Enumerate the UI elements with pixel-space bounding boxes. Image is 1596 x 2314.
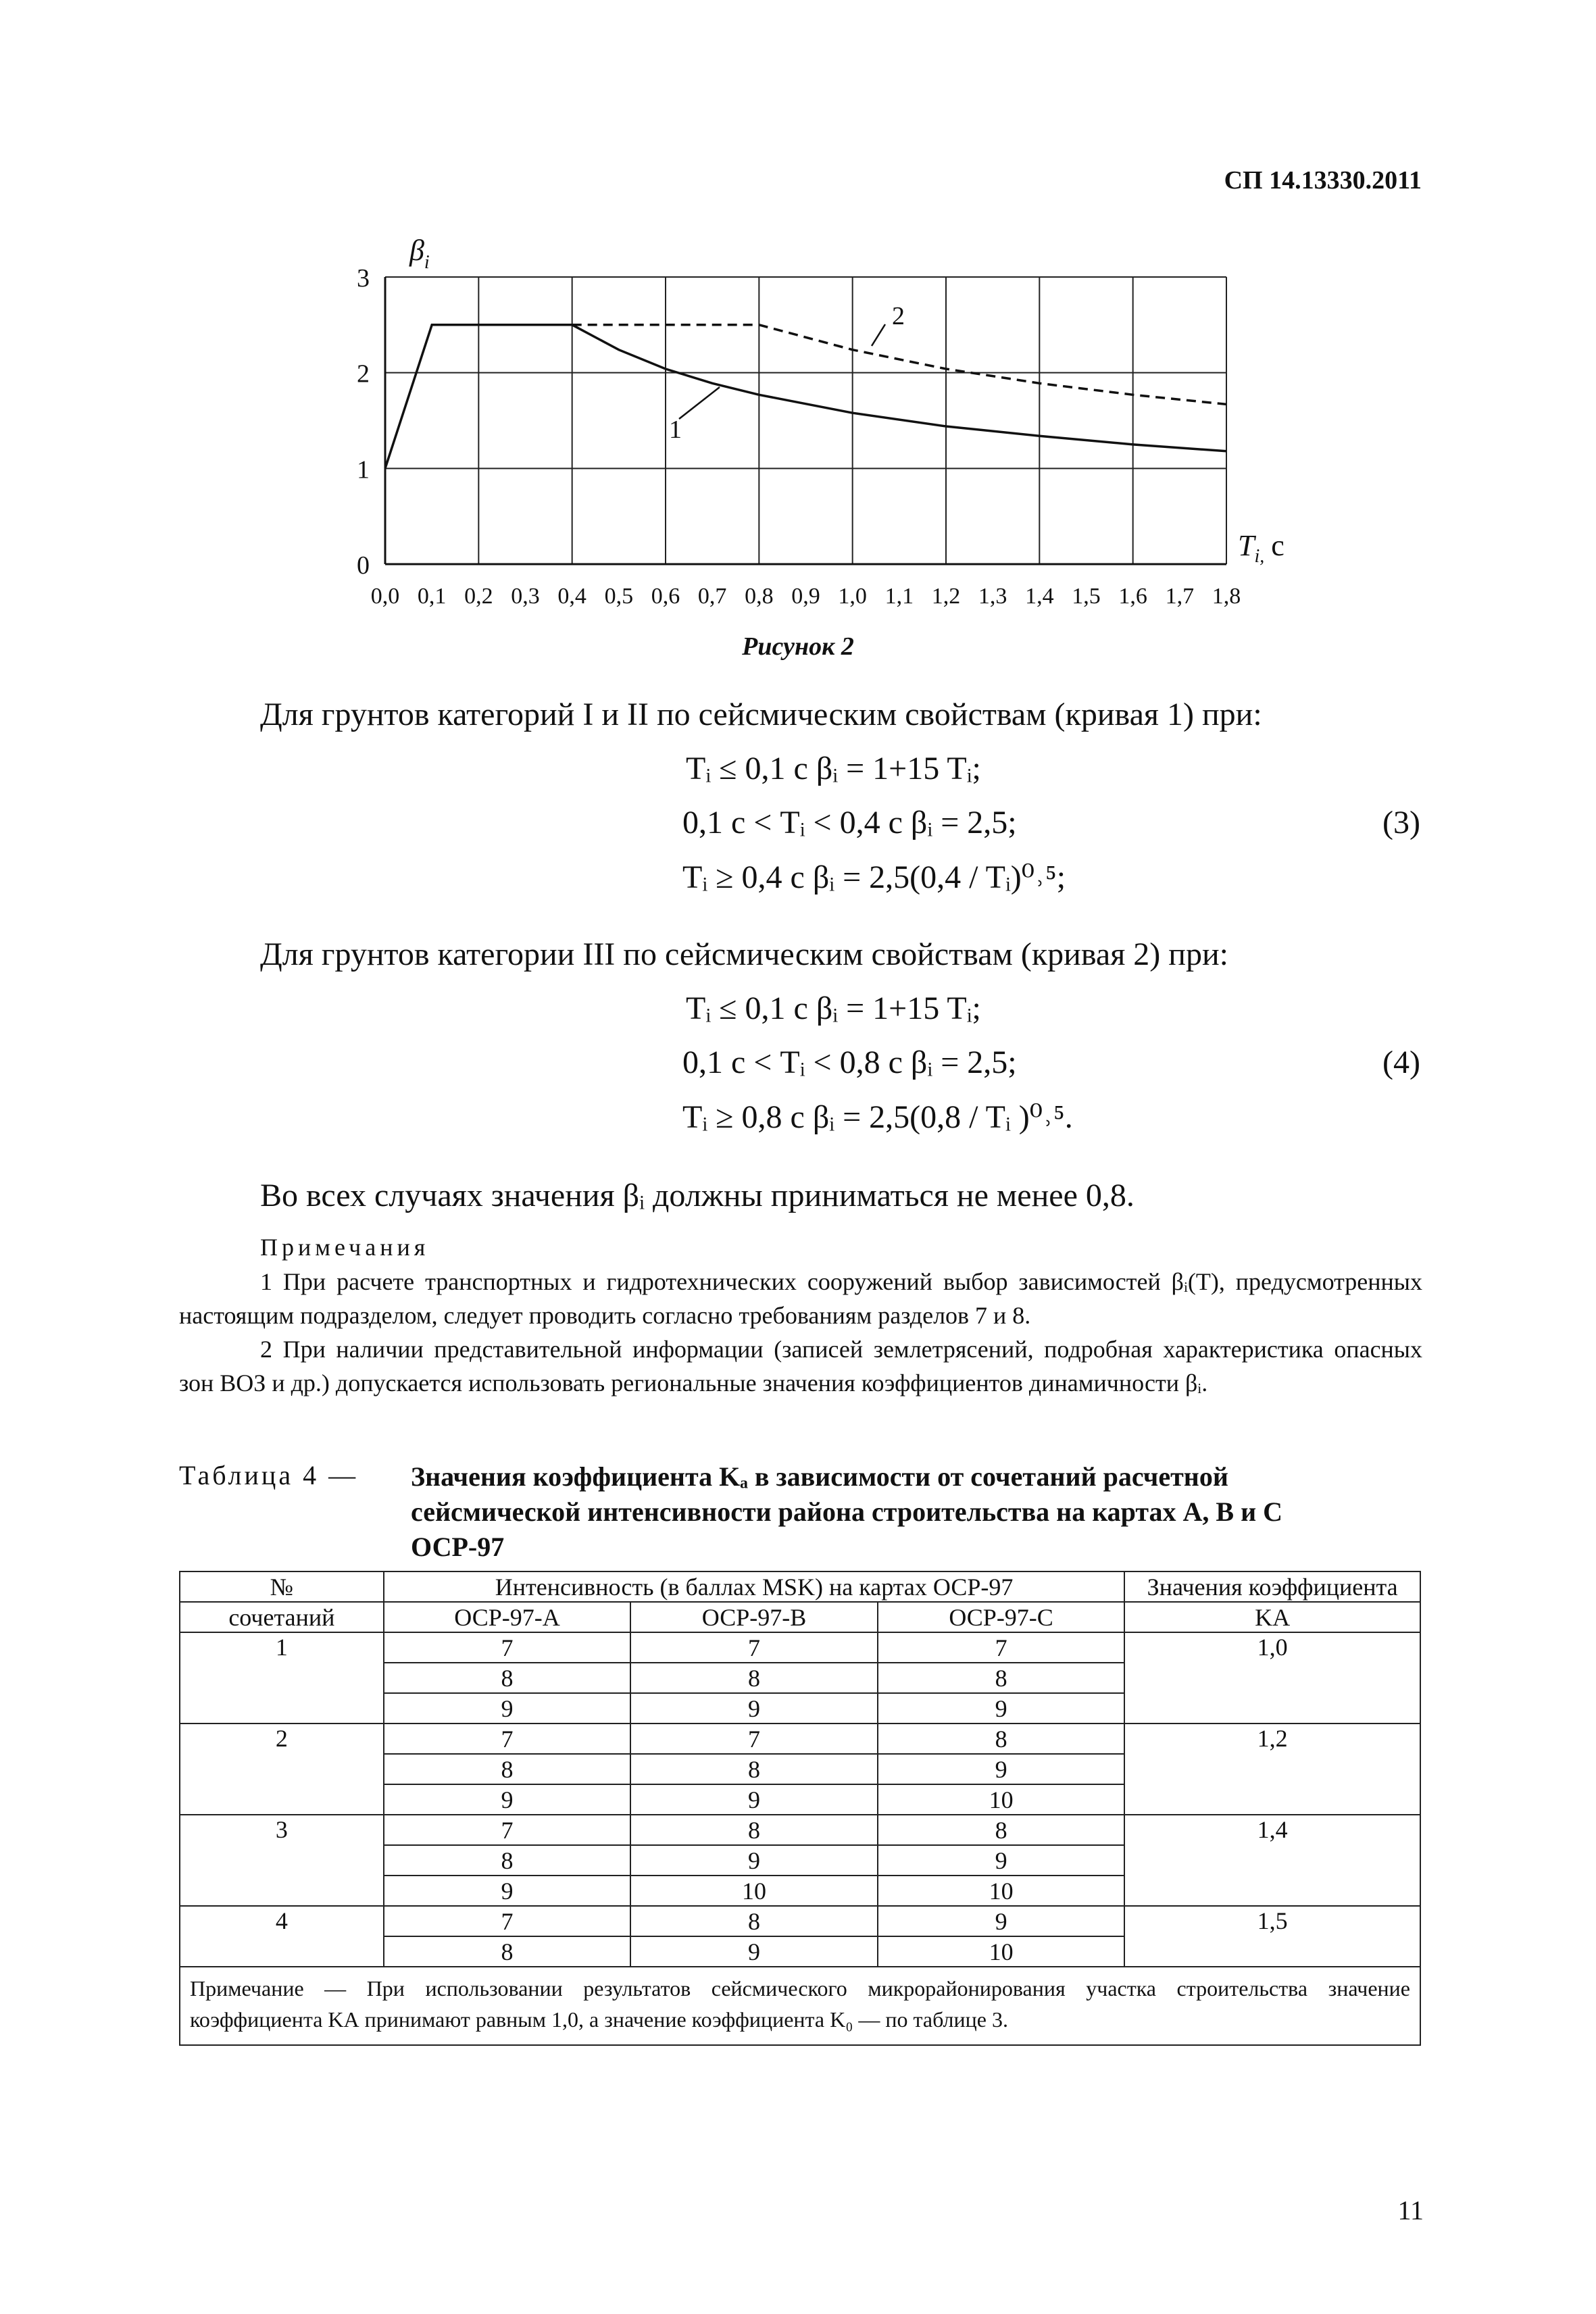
x-tick-label: 1,4	[1025, 584, 1054, 609]
document-code: СП 14.13330.2011	[1224, 166, 1422, 195]
cell-a: 7	[384, 1906, 631, 1936]
eq4-line-2: 0,1 с < Tᵢ < 0,8 с βᵢ = 2,5;	[682, 1045, 1017, 1080]
x-tick-label: 0,9	[791, 584, 820, 609]
x-tick-label: 1,3	[978, 584, 1007, 609]
cell-c: 8	[878, 1663, 1125, 1693]
note-2: 2 При наличии представительной информации (записей землетрясений, подробная характеристика опасных зон ВОЗ и др.) допускается использовать региональные значения коэффициентов динамичности βᵢ.	[179, 1336, 1422, 1397]
combo-number: 2	[180, 1724, 384, 1815]
paragraph-soil-3: Для грунтов категории III по сейсмическим свойствам (кривая 2) при:	[260, 936, 1228, 972]
cell-a: 7	[384, 1632, 631, 1663]
cell-a: 8	[384, 1663, 631, 1693]
chart-lines	[385, 325, 1226, 469]
cell-a: 9	[384, 1876, 631, 1906]
table-row	[180, 1906, 1420, 1936]
cell-b: 10	[630, 1876, 878, 1906]
k-value: 1,4	[1124, 1815, 1420, 1906]
x-tick-label: 0,0	[370, 584, 400, 609]
cell-a: 7	[384, 1724, 631, 1754]
header-intensity: Интенсивность (в баллах MSK) на картах ОСР-97	[384, 1571, 1125, 1602]
table-label: Таблица 4 —	[179, 1460, 359, 1490]
cell-c: 10	[878, 1876, 1125, 1906]
table-note: Примечание — При использовании результатов сейсмического микрорайонирования участка строительства значение коэффициента KА принимают равным 1,0, а значение коэффициента K₀ — по таблице 3.	[180, 1967, 1420, 2045]
cell-b: 8	[630, 1754, 878, 1784]
table-title: Значения коэффициента Kₐ в зависимости от сочетаний расчетной сейсмической интенсивности района строительства на картах А, В и С ОСР-97	[411, 1461, 1283, 1562]
table-4	[179, 1571, 1421, 2046]
x-tick-label: 0,5	[604, 584, 634, 609]
y-tick-label: 2	[357, 359, 370, 388]
y-tick-label: 3	[357, 264, 370, 293]
cell-c: 9	[878, 1906, 1125, 1936]
cell-c: 9	[878, 1754, 1125, 1784]
chart-ticks	[357, 264, 1241, 609]
cell-c: 9	[878, 1693, 1125, 1724]
paragraph-soil-1-2: Для грунтов категорий I и II по сейсмическим свойствам (кривая 1) при:	[260, 697, 1262, 732]
equation-number-4: (4)	[1382, 1045, 1420, 1080]
cell-a: 8	[384, 1936, 631, 1967]
cell-b: 8	[630, 1663, 878, 1693]
cell-b: 9	[630, 1784, 878, 1815]
header-k-symbol: KА	[1124, 1602, 1420, 1632]
series-line-2	[572, 325, 1226, 405]
cell-c: 8	[878, 1724, 1125, 1754]
eq4-line-1: Tᵢ ≤ 0,1 с βᵢ = 1+15 Tᵢ;	[686, 990, 981, 1026]
note-1: 1 При расчете транспортных и гидротехнических сооружений выбор зависимостей βᵢ(T), предусмотренных настоящим подразделом, следует проводить согласно требованиям разделов 7 и 8.	[179, 1268, 1422, 1329]
header-num: №	[180, 1571, 384, 1602]
chart-grid	[385, 277, 1226, 564]
cell-b: 7	[630, 1724, 878, 1754]
eq3-line-2: 0,1 с < Tᵢ < 0,4 с βᵢ = 2,5;	[682, 805, 1017, 840]
k-value: 1,2	[1124, 1724, 1420, 1815]
x-tick-label: 1,2	[931, 584, 961, 609]
equation-number-3: (3)	[1382, 805, 1420, 840]
cell-b: 8	[630, 1906, 878, 1936]
curve-2-label	[872, 302, 905, 346]
k-value: 1,0	[1124, 1632, 1420, 1724]
header-osr-b: ОСР-97-В	[630, 1602, 878, 1632]
curve-1-label-text: 1	[669, 416, 682, 444]
x-tick-label: 1,5	[1072, 584, 1101, 609]
curve-1-label	[669, 387, 720, 444]
x-tick-label: 0,7	[697, 584, 727, 609]
combo-number: 1	[180, 1632, 384, 1724]
x-tick-label: 0,6	[651, 584, 680, 609]
cell-a: 9	[384, 1693, 631, 1724]
cell-c: 7	[878, 1632, 1125, 1663]
header-k: Значения коэффициента	[1124, 1571, 1420, 1602]
cell-b: 8	[630, 1815, 878, 1845]
header-osr-c: ОСР-97-С	[878, 1602, 1125, 1632]
x-tick-label: 0,2	[464, 584, 493, 609]
x-tick-label: 1,1	[884, 584, 914, 609]
x-tick-label: 1,7	[1165, 584, 1195, 609]
x-tick-label: 0,1	[417, 584, 447, 609]
x-tick-label: 0,4	[557, 584, 587, 609]
y-tick-label: 1	[357, 455, 370, 484]
series-line-1	[385, 325, 1226, 469]
cell-a: 7	[384, 1815, 631, 1845]
combo-number: 4	[180, 1906, 384, 1967]
cell-c: 10	[878, 1784, 1125, 1815]
y-tick-label: 0	[357, 551, 370, 580]
x-tick-label: 1,8	[1212, 584, 1241, 609]
y-axis-label: $\beta_i$	[409, 234, 430, 273]
cell-c: 8	[878, 1815, 1125, 1845]
table-row	[180, 1815, 1420, 1845]
table-row	[180, 1724, 1420, 1754]
cell-c: 9	[878, 1845, 1125, 1876]
cell-b: 9	[630, 1936, 878, 1967]
cell-b: 9	[630, 1693, 878, 1724]
x-tick-label: 1,6	[1118, 584, 1147, 609]
notes-heading: Примечания	[260, 1234, 430, 1261]
x-tick-label: 1,0	[838, 584, 867, 609]
x-axis-label: $T_{i,}$ с	[1238, 529, 1285, 567]
page-number: 11	[1397, 2195, 1424, 2225]
cell-b: 9	[630, 1845, 878, 1876]
combo-number: 3	[180, 1815, 384, 1906]
table-note-row	[180, 1967, 1420, 2045]
cell-a: 8	[384, 1845, 631, 1876]
x-tick-label: 0,3	[511, 584, 540, 609]
eq3-line-3: Tᵢ ≥ 0,4 с βᵢ = 2,5(0,4 / Tᵢ)⁰˒⁵;	[682, 859, 1066, 895]
k-value: 1,5	[1124, 1906, 1420, 1967]
figure-caption: Рисунок 2	[742, 632, 854, 661]
cell-b: 7	[630, 1632, 878, 1663]
cell-c: 10	[878, 1936, 1125, 1967]
x-tick-label: 0,8	[745, 584, 774, 609]
header-osr-a: ОСР-97-А	[384, 1602, 631, 1632]
header-num-2: сочетаний	[180, 1602, 384, 1632]
chart-axes	[385, 277, 1226, 564]
table-row	[180, 1632, 1420, 1663]
eq3-line-1: Tᵢ ≤ 0,1 с βᵢ = 1+15 Tᵢ;	[686, 751, 981, 786]
eq4-line-3: Tᵢ ≥ 0,8 с βᵢ = 2,5(0,8 / Tᵢ )⁰˒⁵.	[682, 1099, 1073, 1135]
cell-a: 8	[384, 1754, 631, 1784]
cell-a: 9	[384, 1784, 631, 1815]
beta-chart	[324, 223, 1338, 628]
curve-2-label-text: 2	[892, 302, 905, 330]
paragraph-all-cases: Во всех случаях значения βᵢ должны приниматься не менее 0,8.	[260, 1178, 1134, 1213]
